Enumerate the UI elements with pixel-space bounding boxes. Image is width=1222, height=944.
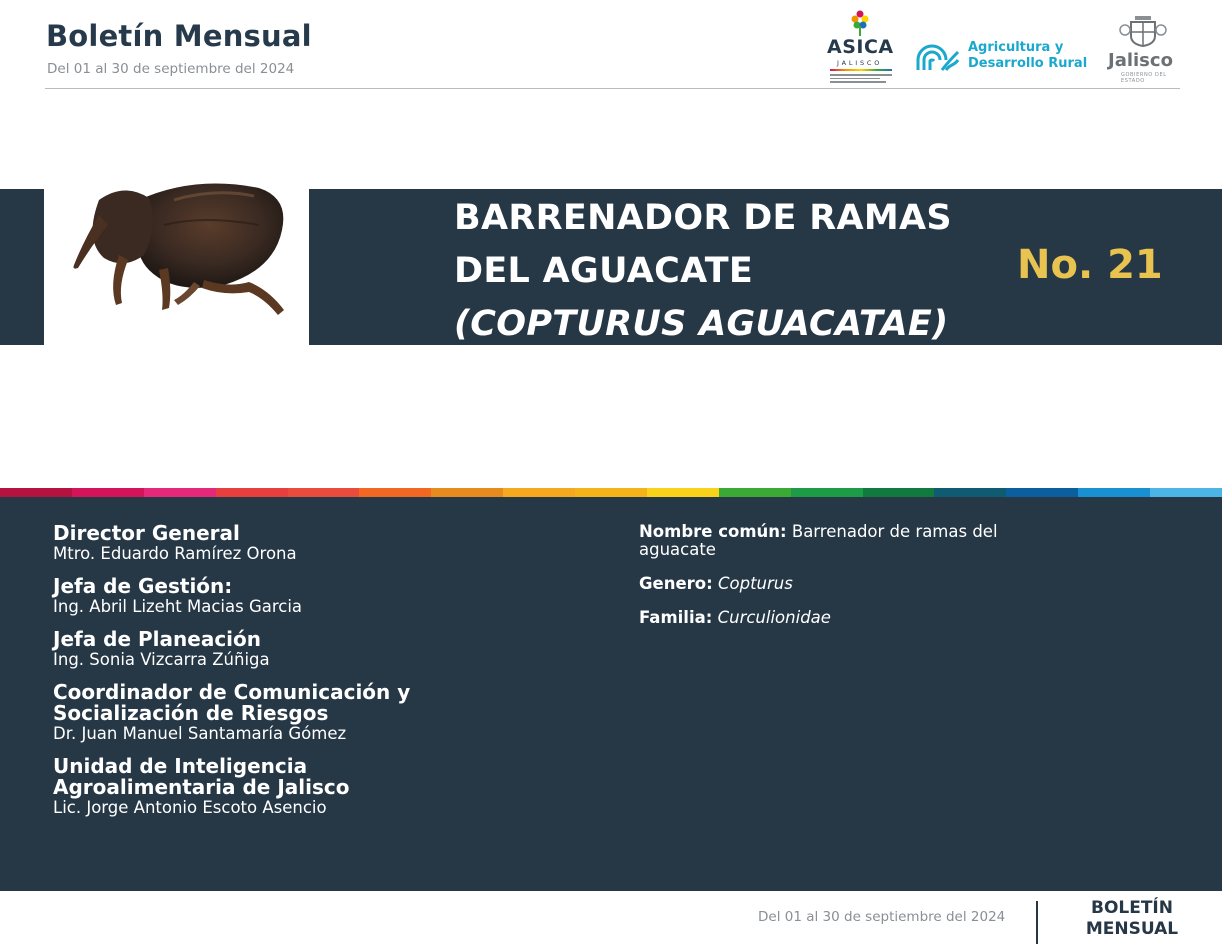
color-strip-segment (1006, 488, 1078, 497)
staff-entry (53, 682, 473, 743)
species-scientific-name: (COPTURUS AGUACATAE) (454, 304, 949, 344)
color-strip-segment (72, 488, 144, 497)
staff-name: Lic. Jorge Antonio Escoto Asencio (53, 798, 327, 817)
footer-date-range: Del 01 al 30 de septiembre del 2024 (758, 909, 1006, 925)
color-strip-segment (1078, 488, 1150, 497)
footer-divider (1036, 901, 1038, 944)
fact-common-name-value: Barrenador de ramas del aguacate (639, 522, 998, 559)
color-strip-segment (575, 488, 647, 497)
species-title (454, 192, 1014, 351)
color-strip-segment (503, 488, 575, 497)
footer-title-line2: MENSUAL (1085, 919, 1179, 939)
species-title-line2: DEL AGUACATE (454, 251, 754, 291)
staff-role: Unidad de Inteligencia Agroalimentaria de Jalisco (53, 754, 350, 799)
color-strip-segment (863, 488, 935, 497)
staff-directory (53, 523, 473, 830)
asica-flower-icon (824, 8, 898, 38)
color-strip (0, 488, 1222, 497)
color-strip-segment (719, 488, 791, 497)
staff-name: Ing. Abril Lizeht Macias Garcia (53, 597, 303, 616)
color-strip-segment (359, 488, 431, 497)
staff-role: Coordinador de Comunicación y Socialización de Riesgos (53, 680, 411, 725)
color-strip-segment (0, 488, 72, 497)
staff-entry (53, 523, 473, 563)
species-facts (639, 523, 1059, 643)
asica-fine-print (830, 72, 892, 82)
fact-genus (639, 575, 1059, 593)
color-strip-segment (144, 488, 216, 497)
fact-common-name-label: Nombre común: (639, 522, 787, 541)
header-divider (45, 88, 1180, 89)
color-strip-segment (1150, 488, 1222, 497)
staff-role: Jefa de Gestión: (53, 574, 233, 598)
fact-family-label: Familia: (639, 608, 713, 627)
staff-role: Director General (53, 521, 240, 545)
info-panel (0, 497, 1222, 891)
staff-entry (53, 629, 473, 669)
staff-name: Mtro. Eduardo Ramírez Orona (53, 544, 297, 563)
staff-name: Ing. Sonia Vizcarra Zúñiga (53, 650, 270, 669)
jalisco-subtitle: GOBIERNO DEL ESTADO (1121, 72, 1167, 84)
fact-family-value: Curculionidae (717, 608, 831, 627)
jalisco-logo (1105, 10, 1181, 84)
bulletin-date-range: Del 01 al 30 de septiembre del 2024 (47, 61, 295, 77)
fact-family (639, 609, 1059, 627)
staff-role: Jefa de Planeación (53, 627, 262, 651)
footer-title-line1: BOLETÍN (1090, 898, 1173, 918)
weevil-beetle-icon (44, 170, 309, 345)
asica-logo (824, 8, 898, 84)
color-strip-segment (647, 488, 719, 497)
color-strip-segment (288, 488, 360, 497)
fact-genus-value: Copturus (718, 574, 793, 593)
bulletin-title: Boletín Mensual (46, 19, 312, 53)
agricultura-waves-icon (916, 42, 960, 72)
color-strip-segment (791, 488, 863, 497)
color-strip-segment (431, 488, 503, 497)
footer-title (1072, 898, 1192, 940)
jalisco-wordmark: Jalisco (1108, 50, 1173, 71)
agricultura-logo (916, 40, 1092, 72)
color-strip-segment (216, 488, 288, 497)
issue-number: No. 21 (1017, 242, 1163, 288)
asica-subtitle: JALISCO (837, 59, 883, 67)
staff-entry (53, 576, 473, 616)
staff-name: Dr. Juan Manuel Santamaría Gómez (53, 724, 347, 743)
agricultura-wordmark (968, 40, 1087, 72)
species-title-line1: BARRENADOR DE RAMAS (454, 198, 952, 238)
hero-band-left (0, 189, 44, 345)
asica-wordmark: ASICA (827, 36, 894, 58)
asica-color-line (830, 69, 892, 71)
jalisco-coat-of-arms-icon (1105, 10, 1181, 50)
weevil-photo (44, 170, 309, 345)
fact-genus-label: Genero: (639, 574, 713, 593)
color-strip-segment (934, 488, 1006, 497)
fact-common-name (639, 523, 1059, 559)
agricultura-line1: Agricultura y (968, 40, 1064, 55)
agricultura-line2: Desarrollo Rural (968, 56, 1088, 71)
staff-entry (53, 756, 473, 817)
